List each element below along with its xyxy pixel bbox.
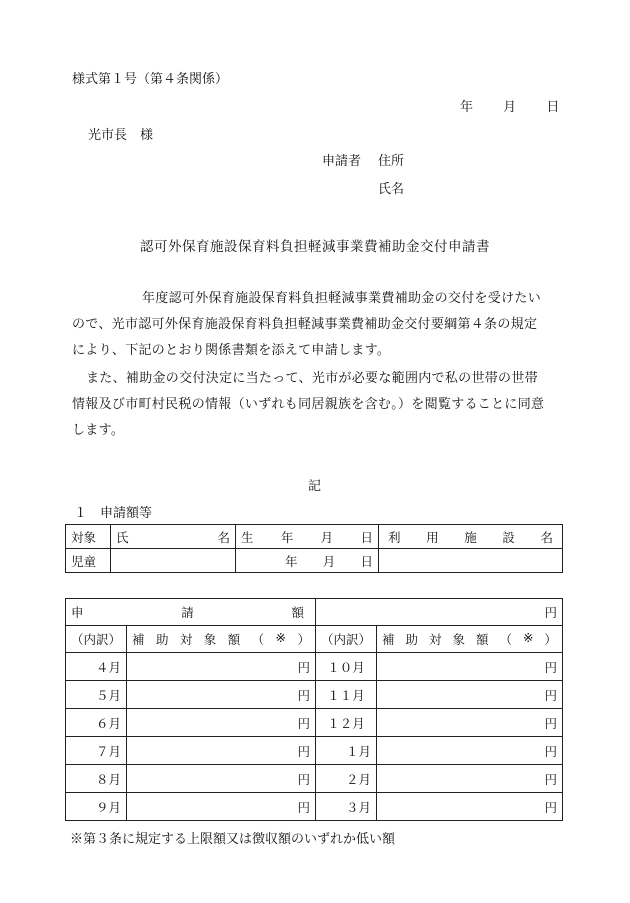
subsidy-header-right: 補 助 対 象 額 （ ※ ） xyxy=(377,626,563,653)
address-label: 住所 xyxy=(378,154,405,169)
month-label: ４月 xyxy=(66,653,127,681)
birth-header: 生 年 月 日 xyxy=(236,525,379,549)
amount-cell[interactable]: 円 xyxy=(377,681,563,709)
body-p2-line1: また、補助金の交付決定に当たって、光市が必要な範囲内で私の世帯の世帯 xyxy=(86,371,538,386)
request-amount-cell[interactable]: 円 xyxy=(316,599,563,626)
subsidy-header-left: 補 助 対 象 額 （ ※ ） xyxy=(127,626,316,653)
body-p2-line2: 情報及び市町村民税の情報（いずれも同居親族を含む。）を閲覧することに同意 xyxy=(72,397,545,412)
month-label: ２月 xyxy=(316,765,377,793)
body-paragraph-2 xyxy=(72,366,562,444)
table-row xyxy=(66,793,563,821)
birth-date-cell[interactable]: 年 月 日 xyxy=(236,549,379,573)
facility-name-cell[interactable] xyxy=(379,549,563,573)
child-name-cell[interactable] xyxy=(111,549,236,573)
target-label-1: 対象 xyxy=(66,525,111,549)
breakdown-label-right: （内訳） xyxy=(316,626,377,653)
name-label: 氏名 xyxy=(378,182,405,197)
date-year: 年 xyxy=(460,100,474,115)
date-month: 月 xyxy=(503,100,517,115)
breakdown-label-left: （内訳） xyxy=(66,626,127,653)
facility-header: 利 用 施 設 名 xyxy=(379,525,563,549)
month-label: ３月 xyxy=(316,793,377,821)
month-label: ５月 xyxy=(66,681,127,709)
applicant-label: 申請者 xyxy=(322,154,362,169)
table-row xyxy=(66,765,563,793)
amount-table xyxy=(65,598,563,821)
name-header: 氏 名 xyxy=(111,525,236,549)
body-p1-line3: により、下記のとおり関係書類を添えて申請します。 xyxy=(72,343,391,358)
amount-cell[interactable]: 円 xyxy=(377,765,563,793)
document-title: 認可外保育施設保育料負担軽減事業費補助金交付申請書 xyxy=(140,239,490,255)
form-number: 様式第１号（第４条関係） xyxy=(72,72,229,87)
date-line xyxy=(460,96,559,115)
table-row xyxy=(66,709,563,737)
request-amount-label: 申 請 額 xyxy=(66,599,316,626)
amount-cell[interactable]: 円 xyxy=(127,737,316,765)
footnote: ※第３条に規定する上限額又は徴収額のいずれか低い額 xyxy=(70,832,396,847)
month-label: １月 xyxy=(316,737,377,765)
body-p2-line3: します。 xyxy=(72,423,125,438)
month-label: １２月 xyxy=(316,709,377,737)
ki-heading: 記 xyxy=(308,479,322,494)
body-p1-line1: 年度認可外保育施設保育料負担軽減事業費補助金の交付を受けたい xyxy=(142,291,542,306)
amount-cell[interactable]: 円 xyxy=(127,765,316,793)
body-paragraph-1 xyxy=(72,286,562,364)
table-row xyxy=(66,737,563,765)
amount-cell[interactable]: 円 xyxy=(127,653,316,681)
table-row xyxy=(66,653,563,681)
amount-cell[interactable]: 円 xyxy=(127,681,316,709)
month-label: ９月 xyxy=(66,793,127,821)
child-table xyxy=(65,524,563,573)
target-label-2: 児童 xyxy=(66,549,111,573)
table-row xyxy=(66,681,563,709)
addressee: 光市長 様 xyxy=(88,128,154,143)
month-label: ７月 xyxy=(66,737,127,765)
amount-cell[interactable]: 円 xyxy=(377,793,563,821)
month-label: １０月 xyxy=(316,653,377,681)
amount-cell[interactable]: 円 xyxy=(377,737,563,765)
body-p1-line2: ので、光市認可外保育施設保育料負担軽減事業費補助金交付要綱第４条の規定 xyxy=(72,317,538,332)
section-1-heading: １ 申請額等 xyxy=(74,506,153,521)
amount-cell[interactable]: 円 xyxy=(127,793,316,821)
month-label: ８月 xyxy=(66,765,127,793)
date-day: 日 xyxy=(546,100,560,115)
month-label: １１月 xyxy=(316,681,377,709)
month-label: ６月 xyxy=(66,709,127,737)
amount-cell[interactable]: 円 xyxy=(377,709,563,737)
amount-cell[interactable]: 円 xyxy=(127,709,316,737)
amount-cell[interactable]: 円 xyxy=(377,653,563,681)
